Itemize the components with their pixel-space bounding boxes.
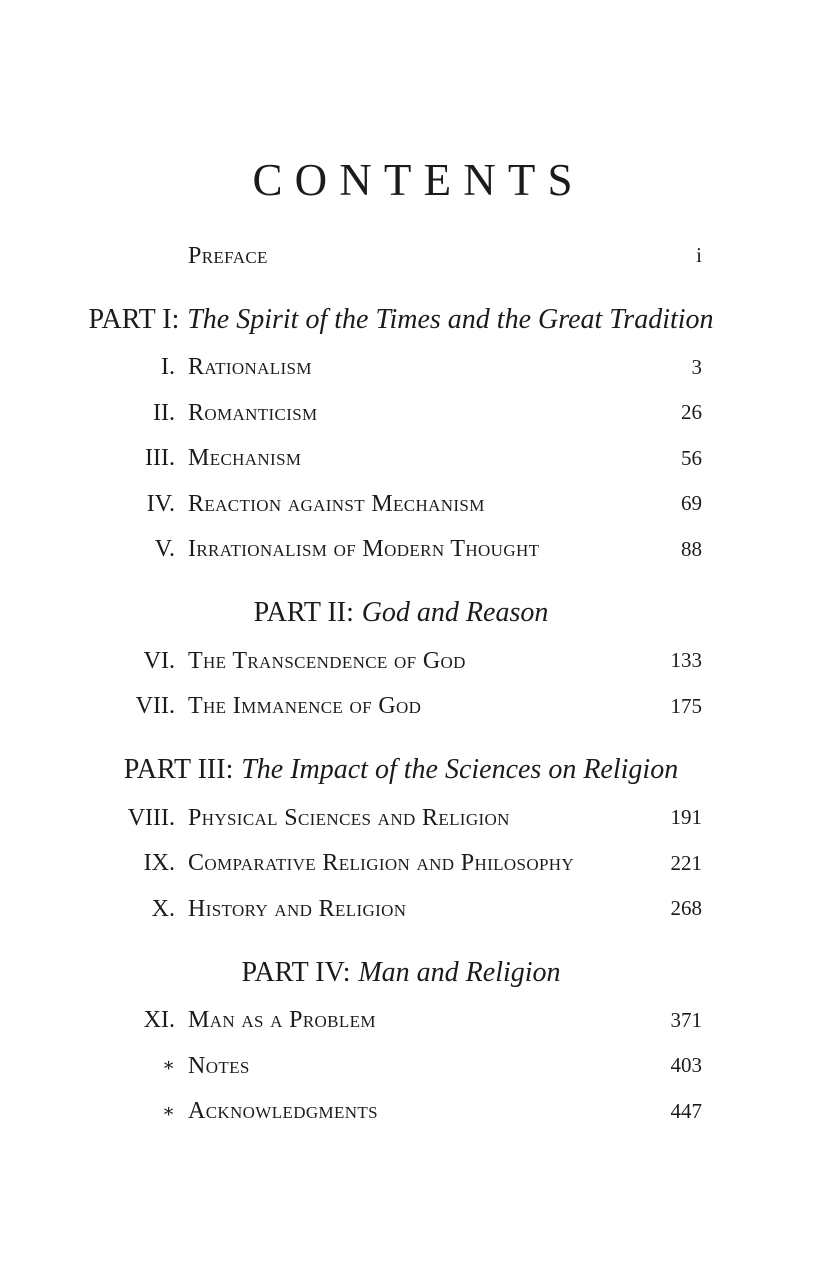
entry-title: Reaction against Mechanism <box>188 490 485 517</box>
toc-entry-chapter-2 <box>100 390 702 436</box>
entry-page-number: 447 <box>670 1098 702 1123</box>
asterisk-marker: ∗ <box>162 1100 175 1122</box>
entry-numeral: VIII. <box>127 804 175 831</box>
toc-entry-chapter-11 <box>100 998 702 1044</box>
entry-numeral: III. <box>145 445 175 472</box>
entry-page-number: 56 <box>681 445 702 470</box>
part-label: PART II: <box>253 597 354 629</box>
entry-page-number: 69 <box>681 491 702 516</box>
toc-entry-chapter-5 <box>100 527 702 573</box>
part-name: The Spirit of the Times and the Great Tradition <box>187 303 714 335</box>
asterisk-marker: ∗ <box>162 1055 175 1077</box>
toc-entry-chapter-6 <box>100 638 702 684</box>
entry-title: Preface <box>188 242 268 269</box>
part-label: PART III: <box>123 754 234 786</box>
toc-entry-preface <box>100 233 702 279</box>
entry-page-number: 371 <box>670 1007 702 1032</box>
part-name: God and Reason <box>361 597 549 629</box>
entry-page-number: 175 <box>670 693 702 718</box>
entry-title: Romanticism <box>188 399 318 426</box>
entry-title: The Transcendence of God <box>188 647 466 674</box>
toc-entry-chapter-1 <box>100 345 702 391</box>
entry-title: Notes <box>188 1052 250 1079</box>
entry-page-number: 403 <box>670 1053 702 1078</box>
part-name: The Impact of the Sciences on Religion <box>241 754 679 786</box>
entry-page-number: 3 <box>691 354 702 379</box>
part-label: PART IV: <box>241 956 351 988</box>
entry-title: The Immanence of God <box>188 693 422 720</box>
entry-title: Acknowledgments <box>188 1098 378 1125</box>
entry-title: History and Religion <box>188 895 407 922</box>
entry-page-number: 88 <box>681 536 702 561</box>
toc-body <box>88 233 714 1134</box>
entry-title: Mechanism <box>188 445 302 472</box>
entry-page-number: 191 <box>670 805 702 830</box>
toc-entry-chapter-3 <box>100 436 702 482</box>
entry-title: Irrationalism of Modern Thought <box>188 536 540 563</box>
entry-title: Rationalism <box>188 354 312 381</box>
toc-entry-chapter-8 <box>100 795 702 841</box>
entry-numeral: VII. <box>135 693 175 720</box>
entry-numeral: II. <box>153 399 175 426</box>
toc-entry-chapter-4 <box>100 481 702 527</box>
part-heading-1 <box>88 295 714 345</box>
entry-page-number: 133 <box>670 648 702 673</box>
part-heading-3 <box>100 745 702 795</box>
entry-page-number: 221 <box>670 850 702 875</box>
part-heading-2 <box>100 588 702 638</box>
page-title: CONTENTS <box>252 155 585 205</box>
part-heading-4 <box>100 948 702 998</box>
part-label: PART I: <box>88 303 180 335</box>
entry-numeral: V. <box>154 536 175 563</box>
toc-entry-chapter-7 <box>100 684 702 730</box>
toc-entry-chapter-10 <box>100 886 702 932</box>
entry-numeral: X. <box>151 895 175 922</box>
entry-numeral: I. <box>161 354 175 381</box>
entry-numeral: IV. <box>146 490 175 517</box>
entry-title: Comparative Religion and Philosophy <box>188 850 575 877</box>
entry-numeral: VI. <box>143 647 175 674</box>
toc-entry-chapter-9 <box>100 841 702 887</box>
entry-page-number: 268 <box>670 896 702 921</box>
toc-entry-acknowledgments <box>100 1089 702 1135</box>
entry-page-number: i <box>696 243 702 268</box>
toc-entry-notes <box>100 1043 702 1089</box>
entry-page-number: 26 <box>681 400 702 425</box>
entry-title: Man as a Problem <box>188 1007 376 1034</box>
entry-numeral: IX. <box>143 850 175 877</box>
entry-numeral: XI. <box>143 1007 175 1034</box>
part-name: Man and Religion <box>358 956 561 988</box>
entry-title: Physical Sciences and Religion <box>188 804 510 831</box>
